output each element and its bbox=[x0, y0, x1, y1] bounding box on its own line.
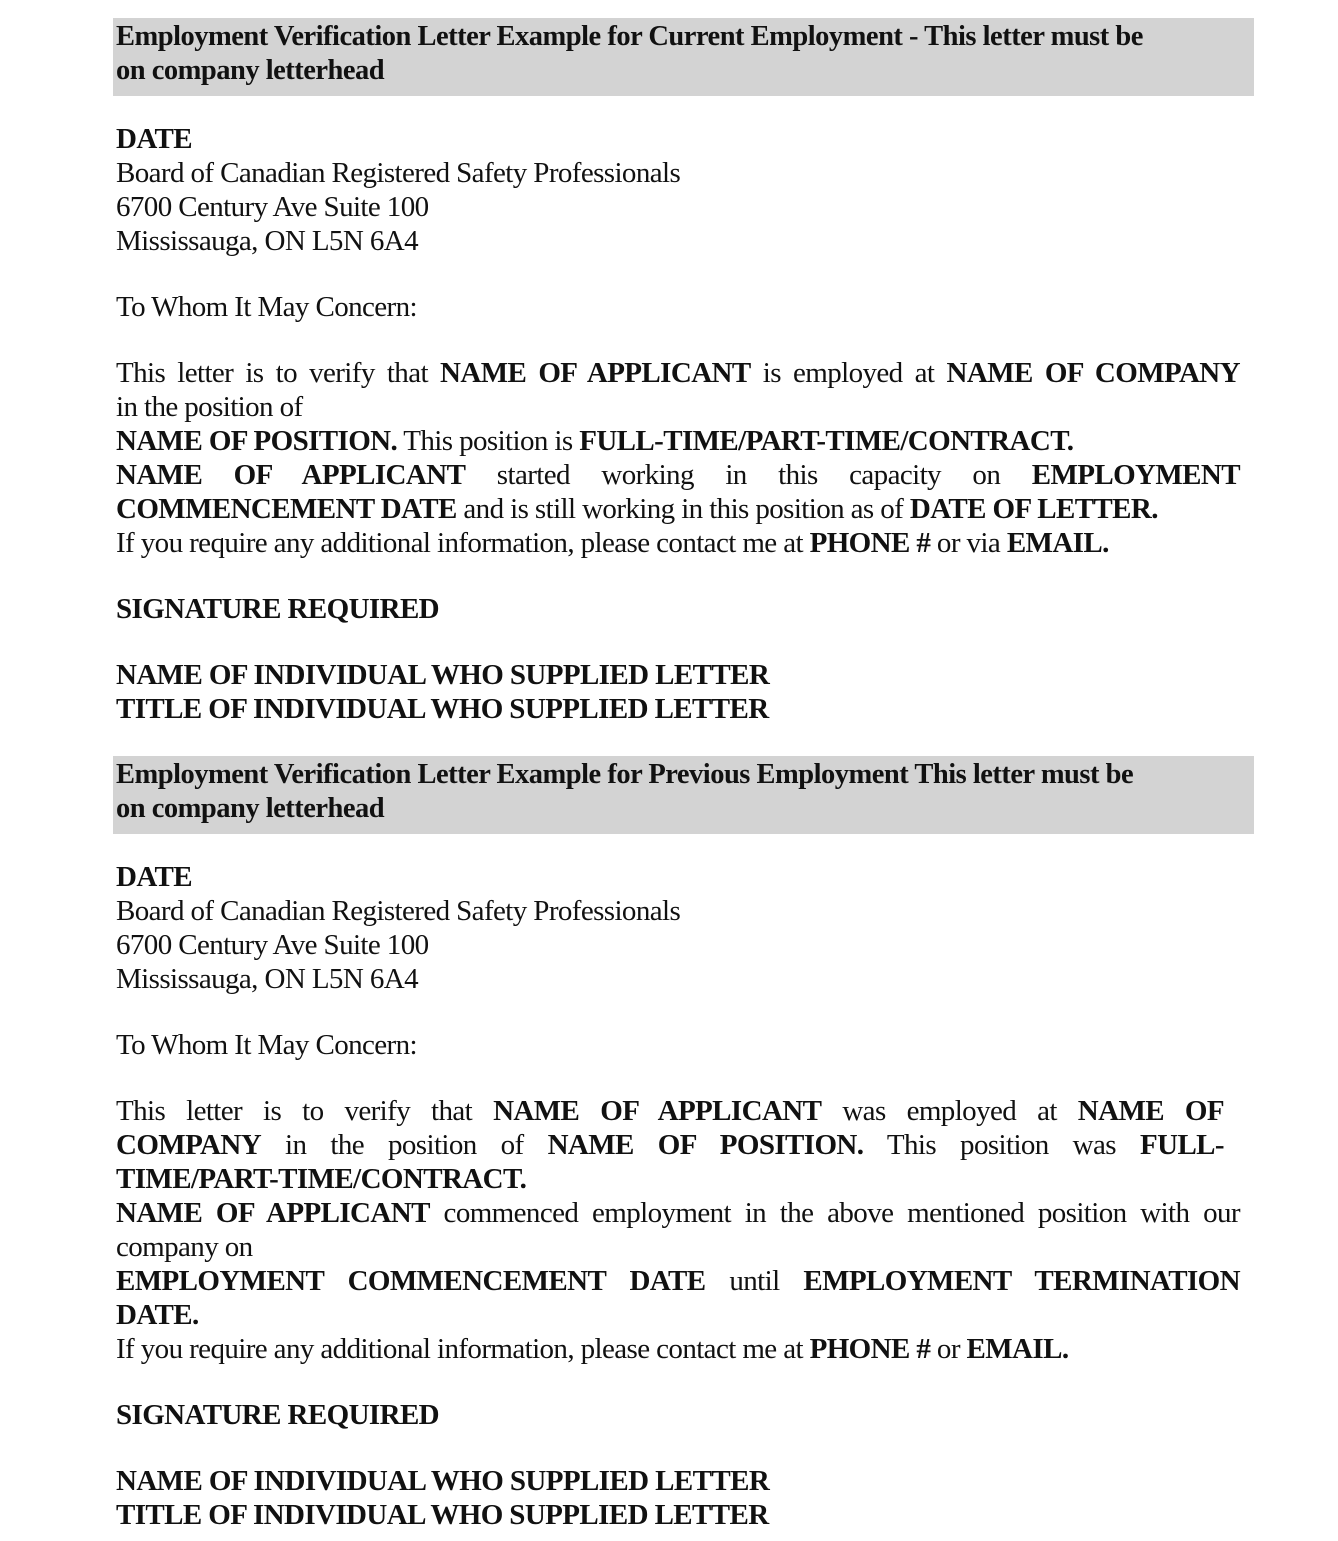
body-line: company on bbox=[116, 1231, 253, 1263]
body-line: in the position of bbox=[116, 391, 303, 423]
body-text: and is still working in this position as of bbox=[456, 493, 910, 525]
company-name-placeholder: NAME OF bbox=[1077, 1095, 1225, 1127]
termination-date-placeholder: EMPLOYMENT TERMINATION bbox=[803, 1265, 1240, 1297]
body-line bbox=[116, 1264, 1240, 1298]
applicant-name-placeholder: NAME OF APPLICANT bbox=[116, 1197, 430, 1229]
body-line bbox=[116, 1196, 1240, 1230]
body-text: until bbox=[705, 1265, 804, 1297]
letter-current-employment bbox=[116, 18, 1240, 726]
signatory-name: NAME OF INDIVIDUAL WHO SUPPLIED LETTER bbox=[116, 1465, 770, 1497]
body-text: This position is bbox=[397, 425, 580, 457]
letter-date-placeholder: DATE OF LETTER. bbox=[909, 493, 1158, 525]
body-text: or via bbox=[930, 527, 1007, 559]
body-text: in the position of bbox=[261, 1129, 548, 1161]
company-name-placeholder: COMPANY bbox=[116, 1129, 262, 1161]
address-line-3: Mississauga, ON L5N 6A4 bbox=[116, 963, 418, 995]
employment-type-placeholder: FULL-TIME/PART-TIME/CONTRACT. bbox=[579, 425, 1074, 457]
body-text: or bbox=[930, 1333, 967, 1365]
commencement-date-placeholder: EMPLOYMENT bbox=[1031, 459, 1240, 491]
applicant-name-placeholder: NAME OF APPLICANT bbox=[440, 357, 751, 389]
company-name-placeholder: NAME OF COMPANY bbox=[946, 357, 1240, 389]
applicant-name-placeholder: NAME OF APPLICANT bbox=[493, 1095, 822, 1127]
commencement-date-placeholder: COMMENCEMENT DATE bbox=[116, 493, 457, 525]
employment-type-placeholder: TIME/PART-TIME/CONTRACT. bbox=[116, 1163, 527, 1195]
salutation: To Whom It May Concern: bbox=[116, 291, 417, 323]
date-label: DATE bbox=[116, 861, 193, 893]
email-placeholder: EMAIL. bbox=[966, 1333, 1069, 1365]
body-line bbox=[116, 424, 1240, 458]
body-line bbox=[116, 356, 1240, 390]
salutation: To Whom It May Concern: bbox=[116, 1029, 417, 1061]
address-line-3: Mississauga, ON L5N 6A4 bbox=[116, 225, 418, 257]
letter-previous-employment bbox=[116, 756, 1240, 1532]
body-text: If you require any additional information, please contact me at bbox=[116, 1333, 810, 1365]
body-text: was employed at bbox=[821, 1095, 1078, 1127]
letter-body-continued bbox=[116, 1196, 1240, 1366]
address-line-1: Board of Canadian Registered Safety Professionals bbox=[116, 157, 681, 189]
letter-heading bbox=[113, 756, 1254, 834]
heading-line-1: Employment Verification Letter Example for Previous Employment This letter must be bbox=[116, 759, 1134, 790]
address-line-2: 6700 Century Ave Suite 100 bbox=[116, 929, 429, 961]
address-line-2: 6700 Century Ave Suite 100 bbox=[116, 191, 429, 223]
body-text: This position was bbox=[863, 1129, 1140, 1161]
body-line bbox=[116, 526, 1240, 560]
body-text: started working in this capacity on bbox=[465, 459, 1032, 491]
heading-line-2: on company letterhead bbox=[116, 793, 385, 824]
body-text: This letter is to verify that bbox=[116, 357, 441, 389]
body-line bbox=[116, 492, 1240, 526]
letter-body bbox=[116, 1094, 1224, 1196]
body-line bbox=[116, 1332, 1240, 1366]
position-placeholder: NAME OF POSITION. bbox=[547, 1129, 864, 1161]
address-line-1: Board of Canadian Registered Safety Professionals bbox=[116, 895, 681, 927]
signatory-title: TITLE OF INDIVIDUAL WHO SUPPLIED LETTER bbox=[116, 693, 769, 725]
signature-label: SIGNATURE REQUIRED bbox=[116, 1399, 440, 1431]
signatory-block bbox=[116, 658, 1240, 726]
body-text: is employed at bbox=[750, 357, 947, 389]
phone-placeholder: PHONE # bbox=[809, 527, 931, 559]
signatory-block bbox=[116, 1464, 1240, 1532]
body-line bbox=[116, 1094, 1224, 1128]
employment-type-placeholder: FULL- bbox=[1139, 1129, 1224, 1161]
body-text: This letter is to verify that bbox=[116, 1095, 494, 1127]
applicant-name-placeholder: NAME OF APPLICANT bbox=[116, 459, 466, 491]
phone-placeholder: PHONE # bbox=[809, 1333, 931, 1365]
body-line bbox=[116, 1128, 1224, 1162]
recipient-address bbox=[116, 894, 1240, 996]
body-text: commenced employment in the above mentioned position with our bbox=[429, 1197, 1240, 1229]
commencement-date-placeholder: EMPLOYMENT COMMENCEMENT DATE bbox=[116, 1265, 706, 1297]
signatory-name: NAME OF INDIVIDUAL WHO SUPPLIED LETTER bbox=[116, 659, 770, 691]
letter-body bbox=[116, 356, 1240, 560]
heading-line-2: on company letterhead bbox=[116, 55, 385, 86]
body-line bbox=[116, 458, 1240, 492]
body-text: If you require any additional information, please contact me at bbox=[116, 527, 810, 559]
letter-heading bbox=[113, 18, 1254, 96]
heading-line-1: Employment Verification Letter Example for Current Employment - This letter must be bbox=[116, 21, 1143, 52]
signature-label: SIGNATURE REQUIRED bbox=[116, 593, 440, 625]
position-placeholder: NAME OF POSITION. bbox=[116, 425, 398, 457]
email-placeholder: EMAIL. bbox=[1006, 527, 1109, 559]
signatory-title: TITLE OF INDIVIDUAL WHO SUPPLIED LETTER bbox=[116, 1499, 769, 1531]
recipient-address bbox=[116, 156, 1240, 258]
termination-date-placeholder: DATE. bbox=[116, 1299, 199, 1331]
date-label: DATE bbox=[116, 123, 193, 155]
